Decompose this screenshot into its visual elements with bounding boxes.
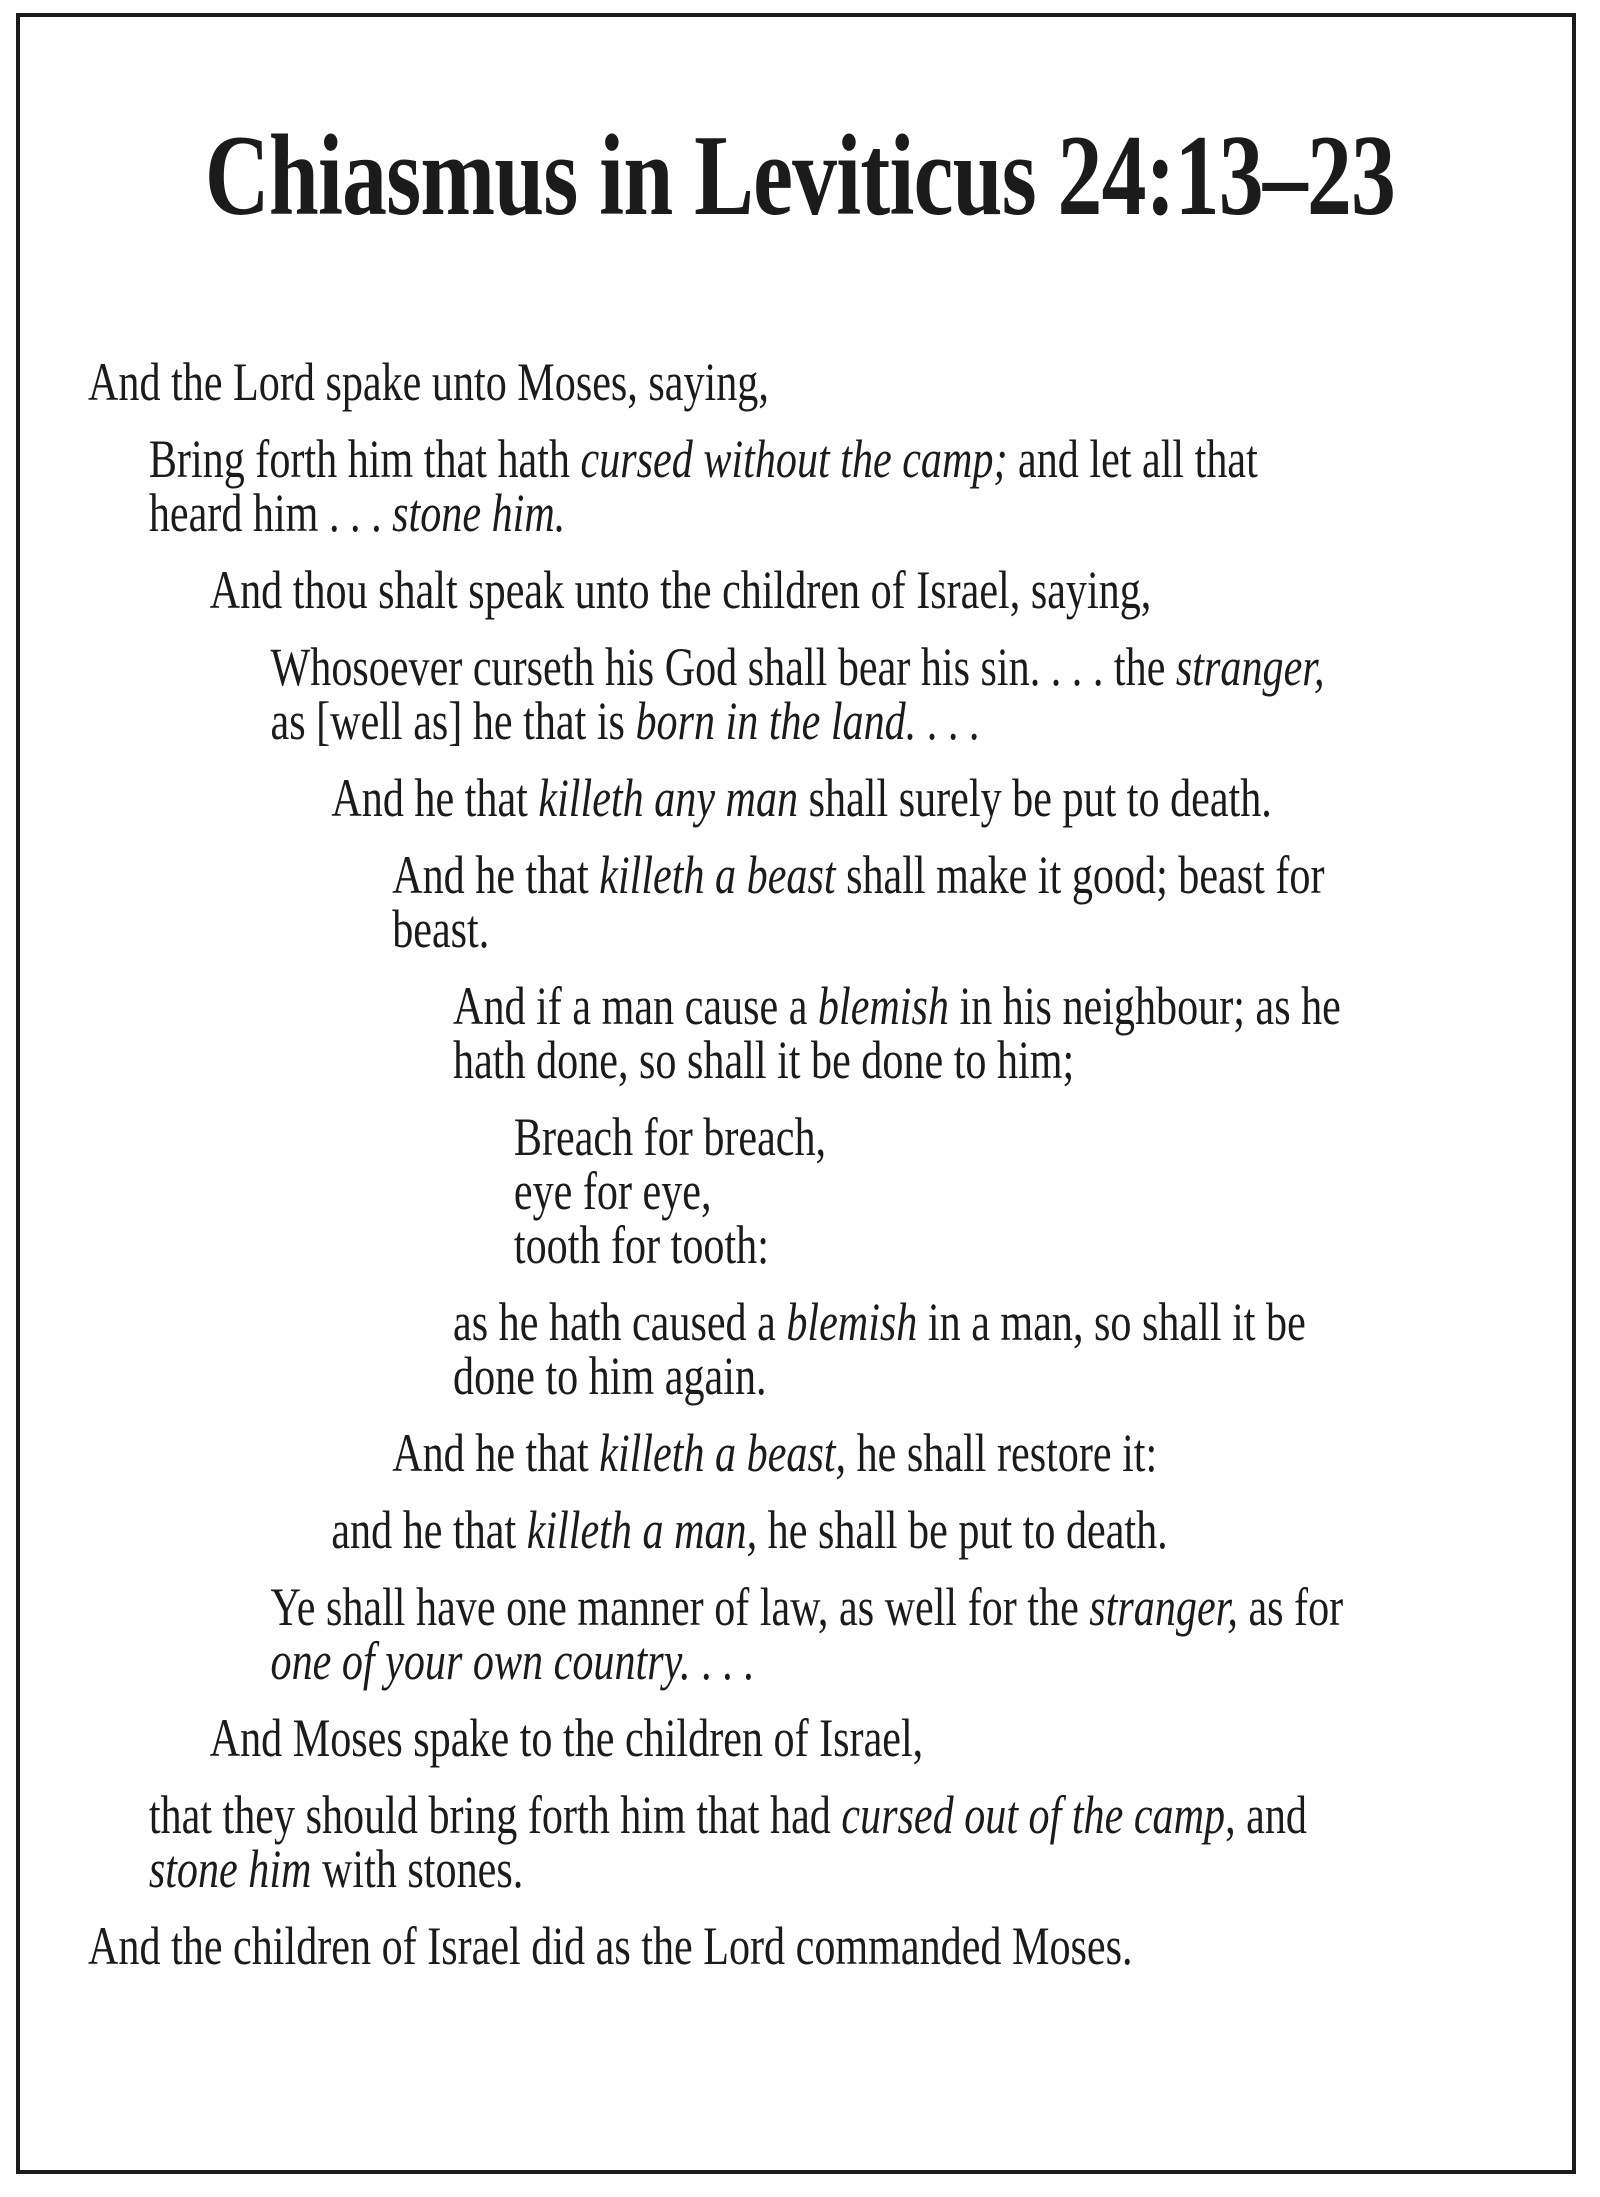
text-segment: Ye shall have one manner of law, as well for the xyxy=(270,1577,1090,1637)
text-segment: Breach for breach, xyxy=(513,1107,827,1167)
emphasized-text: stone him. xyxy=(392,483,566,543)
text-segment: . . . xyxy=(916,691,980,751)
text-segment: that they should bring forth him that had xyxy=(148,1785,842,1845)
text-line xyxy=(453,1292,1343,1352)
paragraph-level-3 xyxy=(88,1577,1344,1691)
paragraph-level-6 xyxy=(88,976,1343,1090)
text-segment: shall make it good; beast for xyxy=(835,845,1325,905)
text-line xyxy=(392,1423,1343,1483)
text-segment: And he that xyxy=(392,845,600,905)
text-line xyxy=(148,483,1343,543)
text-segment: as for xyxy=(1237,1577,1344,1637)
text-segment: tooth for tooth: xyxy=(513,1215,769,1275)
paragraph-level-5 xyxy=(88,1423,1343,1483)
emphasized-text: stranger, xyxy=(1089,1577,1238,1637)
text-line xyxy=(148,1785,1343,1845)
text-segment: and let all that xyxy=(1007,429,1258,489)
text-segment: shall surely be put to death. xyxy=(798,768,1272,828)
text-line xyxy=(513,1107,1343,1167)
text-line xyxy=(513,1161,1343,1221)
text-segment: And he that xyxy=(392,1423,600,1483)
paragraph-level-4 xyxy=(88,768,1343,828)
chiasmus-body xyxy=(88,352,1344,1976)
text-line xyxy=(88,1916,1343,1976)
text-line xyxy=(453,1030,1343,1090)
text-segment: heard him . . . xyxy=(148,483,393,543)
text-segment: beast. xyxy=(392,899,490,959)
emphasized-text: killeth a beast, xyxy=(599,1423,847,1483)
text-segment: , and xyxy=(1225,1785,1307,1845)
text-line xyxy=(331,768,1343,828)
paragraph-level-7 xyxy=(88,1107,1343,1275)
paragraph-level-3 xyxy=(88,637,1343,751)
emphasized-text: stranger, xyxy=(1175,637,1325,697)
paragraph-level-0 xyxy=(88,352,1343,412)
emphasized-text: blemish xyxy=(817,976,949,1036)
paragraph-level-0 xyxy=(88,1916,1343,1976)
emphasized-text: cursed out of the camp xyxy=(841,1785,1226,1845)
text-line xyxy=(270,1577,1344,1637)
text-line xyxy=(148,1839,1343,1899)
paragraph-level-4 xyxy=(88,1500,1343,1560)
text-line xyxy=(392,845,1343,905)
text-segment: Bring forth him that hath xyxy=(148,429,581,489)
text-line xyxy=(392,899,1343,959)
text-segment: And the children of Israel did as the Lord commanded Moses. xyxy=(88,1916,1133,1976)
text-line xyxy=(270,637,1344,697)
text-segment: and he that xyxy=(331,1500,527,1560)
text-line xyxy=(270,691,1344,751)
paragraph-level-5 xyxy=(88,845,1343,959)
paragraph-level-1 xyxy=(88,1785,1343,1899)
text-segment: And he that xyxy=(331,768,539,828)
emphasized-text: killeth any man xyxy=(538,768,799,828)
emphasized-text: blemish xyxy=(786,1292,918,1352)
text-segment: he shall restore it: xyxy=(846,1423,1158,1483)
paragraph-level-1 xyxy=(88,429,1343,543)
text-segment: as he hath caused a xyxy=(453,1292,787,1352)
emphasized-text: cursed without the camp; xyxy=(580,429,1008,489)
text-segment: eye for eye, xyxy=(513,1161,712,1221)
emphasized-text: born in the land. xyxy=(635,691,917,751)
text-segment: he shall be put to death. xyxy=(757,1500,1168,1560)
text-line xyxy=(331,1500,1343,1560)
text-line xyxy=(209,560,1343,620)
text-segment: done to him again. xyxy=(453,1346,767,1406)
text-segment: And thou shalt speak unto the children of Israel, saying, xyxy=(209,560,1152,620)
text-line xyxy=(513,1215,1343,1275)
text-segment: Whosoever curseth his God shall bear his sin. . . . the xyxy=(270,637,1176,697)
text-line xyxy=(148,429,1343,489)
emphasized-text: killeth a man, xyxy=(526,1500,758,1560)
text-line xyxy=(209,1708,1343,1768)
text-segment: in a man, so shall it be xyxy=(917,1292,1306,1352)
page-title: Chiasmus in Leviticus 24:13–23 xyxy=(204,112,1396,239)
paragraph-level-6 xyxy=(88,1292,1343,1406)
text-line xyxy=(453,976,1343,1036)
paragraph-level-2 xyxy=(88,1708,1343,1768)
text-line xyxy=(88,352,1343,412)
text-segment: . . . xyxy=(690,1631,754,1691)
emphasized-text: killeth a beast xyxy=(599,845,836,905)
text-segment: hath done, so shall it be done to him; xyxy=(453,1030,1075,1090)
text-segment: with stones. xyxy=(311,1839,524,1899)
text-line xyxy=(453,1346,1343,1406)
text-segment: in his neighbour; as he xyxy=(948,976,1341,1036)
text-segment: And the Lord spake unto Moses, saying, xyxy=(88,352,769,412)
text-segment: And if a man cause a xyxy=(453,976,818,1036)
paragraph-level-2 xyxy=(88,560,1343,620)
emphasized-text: stone him xyxy=(148,1839,312,1899)
text-segment: as [well as] he that is xyxy=(270,691,636,751)
text-line xyxy=(270,1631,1344,1691)
emphasized-text: one of your own country. xyxy=(270,1631,691,1691)
text-segment: And Moses spake to the children of Israel, xyxy=(209,1708,924,1768)
